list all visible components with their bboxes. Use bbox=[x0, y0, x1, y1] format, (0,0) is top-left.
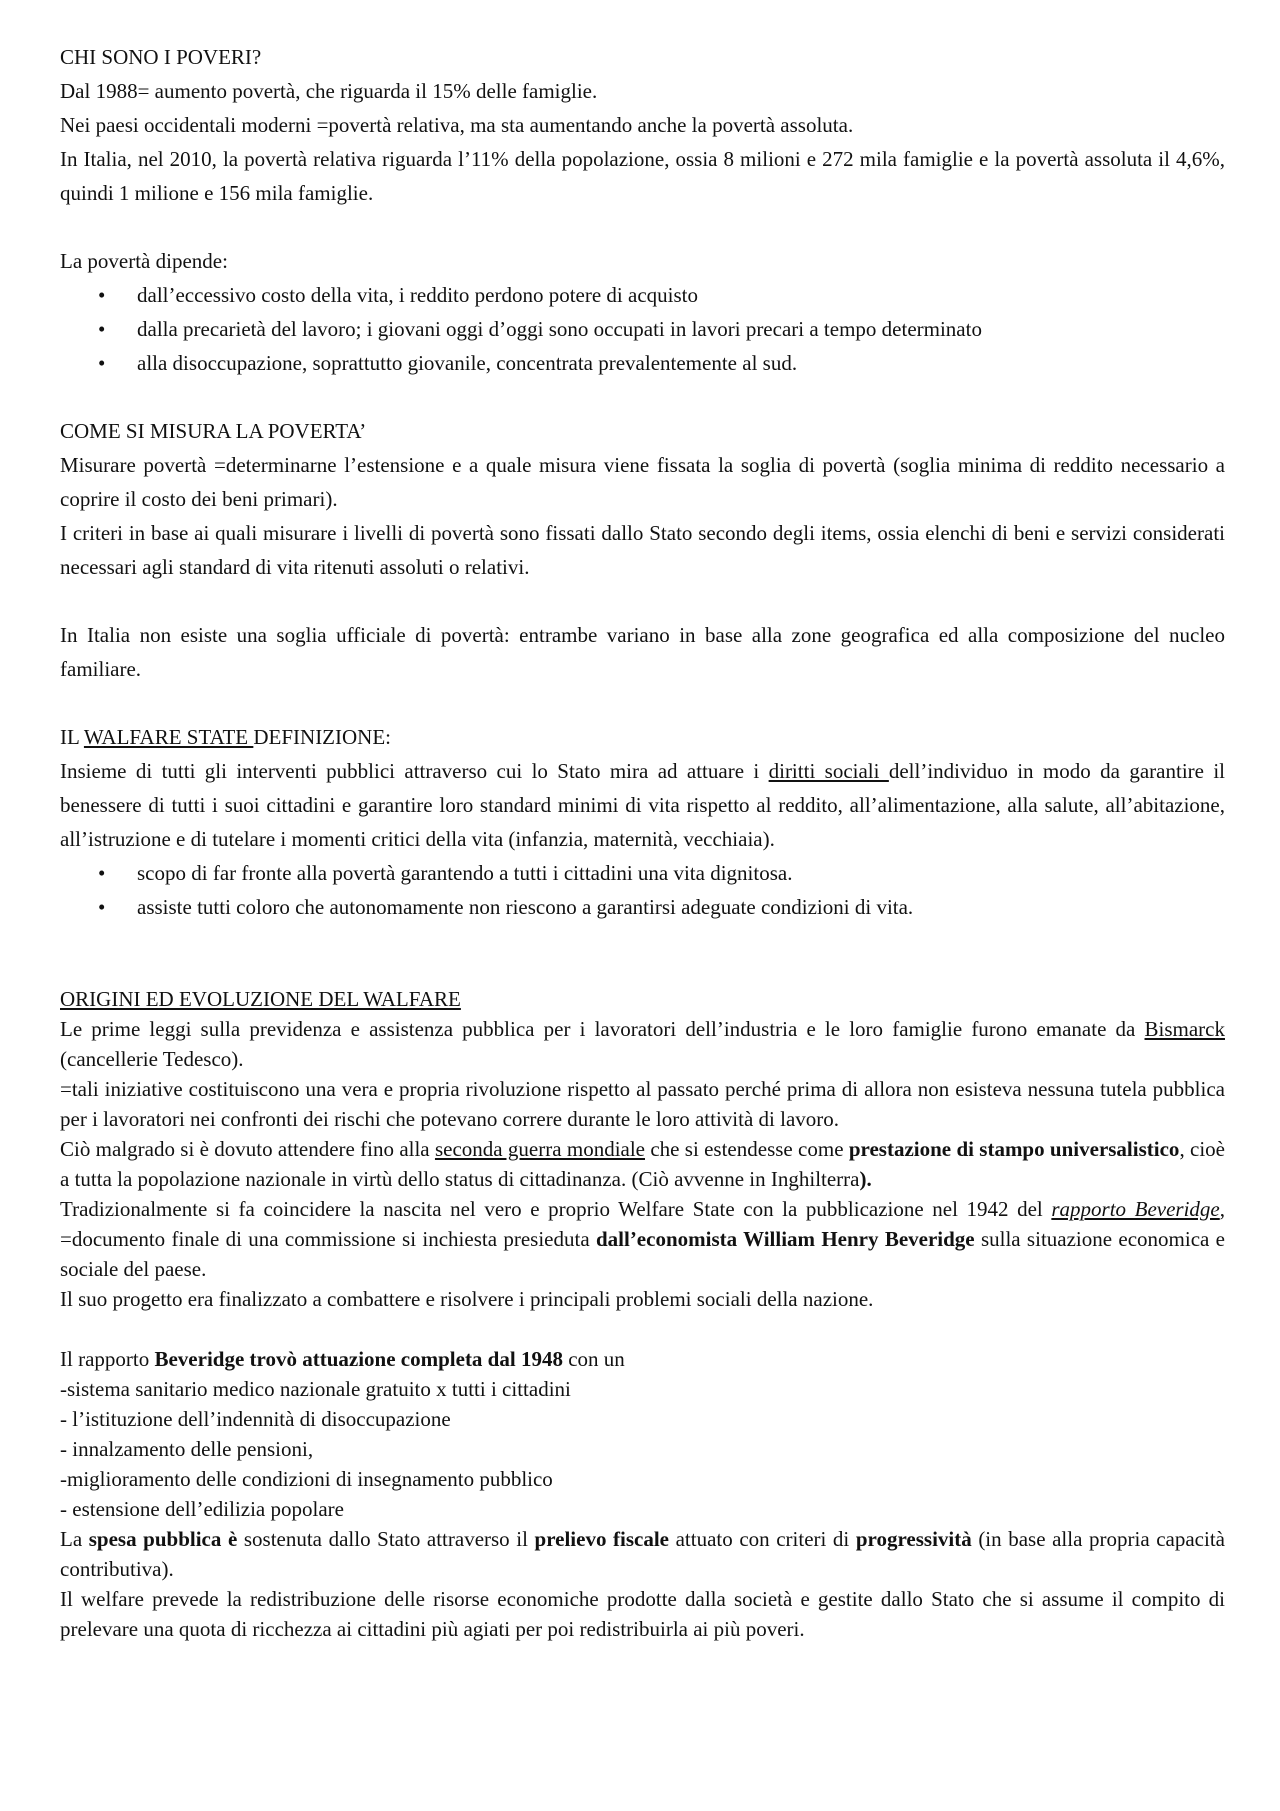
spacer bbox=[60, 380, 1225, 414]
text-line: La povertà dipende: bbox=[60, 249, 228, 273]
section-poveri bbox=[60, 40, 1225, 924]
spacer bbox=[60, 210, 1225, 244]
list-item: - estensione dell’edilizia popolare bbox=[60, 1497, 344, 1521]
spacer bbox=[60, 1314, 1225, 1344]
paragraph: Il suo progetto era finalizzato a combattere e risolvere i principali problemi sociali della nazione. bbox=[60, 1287, 874, 1311]
paragraph: =tali iniziative costituiscono una vera e propria rivoluzione rispetto al passato perché prima di allora non esisteva nessuna tutela pubblica per i lavoratori nei confronti dei rischi che potevano correre durante le loro attività di lavoro. bbox=[60, 1077, 1225, 1131]
spacer bbox=[60, 924, 1225, 984]
list-item: • assiste tutti coloro che autonomamente non riescono a garantirsi adeguate condizioni di vita. bbox=[60, 890, 1225, 924]
paragraph: Il welfare prevede la redistribuzione delle risorse economiche prodotte dalla società e gestite dallo Stato che si assume il compito di prelevare una quota di ricchezza ai cittadini più agiati per poi redistribuirla ai più poveri. bbox=[60, 1587, 1225, 1641]
paragraph: Tradizionalmente si fa coincidere la nascita nel vero e proprio Welfare State con la pubblicazione nel 1942 del rapporto Beveridge, =documento finale di una commissione si inchiesta presieduta dall’economista William Henry Beveridge sulla situazione economica e sociale del paese. bbox=[60, 1197, 1225, 1281]
bullet-list bbox=[60, 278, 1225, 380]
text-line: Nei paesi occidentali moderni =povertà relativa, ma sta aumentando anche la povertà assoluta. bbox=[60, 113, 854, 137]
heading-come-si-misura: COME SI MISURA LA POVERTA’ bbox=[60, 419, 367, 443]
paragraph: Le prime leggi sulla previdenza e assistenza pubblica per i lavoratori dell’industria e le loro famiglie furono emanate da Bismarck (cancellerie Tedesco). bbox=[60, 1017, 1225, 1071]
list-item: • scopo di far fronte alla povertà garantendo a tutti i cittadini una vita dignitosa. bbox=[60, 856, 1225, 890]
list-item: - innalzamento delle pensioni, bbox=[60, 1437, 314, 1461]
text-line: Il rapporto Beveridge trovò attuazione completa dal 1948 con un bbox=[60, 1347, 625, 1371]
list-item: - l’istituzione dell’indennità di disoccupazione bbox=[60, 1407, 451, 1431]
list-item: -sistema sanitario medico nazionale gratuito x tutti i cittadini bbox=[60, 1377, 571, 1401]
list-item: • alla disoccupazione, soprattutto giovanile, concentrata prevalentemente al sud. bbox=[60, 346, 1225, 380]
paragraph: Misurare povertà =determinarne l’estensione e a quale misura viene fissata la soglia di povertà (soglia minima di reddito necessario a coprire il costo dei beni primari). bbox=[60, 453, 1225, 511]
spacer bbox=[60, 686, 1225, 720]
heading-chi-sono-i-poveri: CHI SONO I POVERI? bbox=[60, 45, 262, 69]
paragraph: In Italia non esiste una soglia ufficiale di povertà: entrambe variano in base alla zone geografica ed alla composizione del nucleo familiare. bbox=[60, 623, 1225, 681]
section-origini bbox=[60, 984, 1225, 1644]
heading-walfare-state: IL WALFARE STATE DEFINIZIONE: bbox=[60, 725, 391, 749]
paragraph: Ciò malgrado si è dovuto attendere fino alla seconda guerra mondiale che si estendesse come prestazione di stampo universalistico, cioè a tutta la popolazione nazionale in virtù dello status di cittadinanza. (Ciò avvenne in Inghilterra). bbox=[60, 1137, 1225, 1191]
list-item: • dalla precarietà del lavoro; i giovani oggi d’oggi sono occupati in lavori precari a tempo determinato bbox=[60, 312, 1225, 346]
bullet-list bbox=[60, 856, 1225, 924]
text-line: Dal 1988= aumento povertà, che riguarda il 15% delle famiglie. bbox=[60, 79, 598, 103]
paragraph: La spesa pubblica è sostenuta dallo Stato attraverso il prelievo fiscale attuato con criteri di progressività (in base alla propria capacità contributiva). bbox=[60, 1527, 1225, 1581]
paragraph: I criteri in base ai quali misurare i livelli di povertà sono fissati dallo Stato secondo degli items, ossia elenchi di beni e servizi considerati necessari agli standard di vita ritenuti assoluti o relativi. bbox=[60, 521, 1225, 579]
paragraph: In Italia, nel 2010, la povertà relativa riguarda l’11% della popolazione, ossia 8 milioni e 272 mila famiglie e la povertà assoluta il 4,6%, quindi 1 milione e 156 mila famiglie. bbox=[60, 147, 1225, 205]
heading-origini-evoluzione: ORIGINI ED EVOLUZIONE DEL WALFARE bbox=[60, 987, 461, 1011]
spacer bbox=[60, 584, 1225, 618]
list-item: • dall’eccessivo costo della vita, i reddito perdono potere di acquisto bbox=[60, 278, 1225, 312]
list-item: -miglioramento delle condizioni di insegnamento pubblico bbox=[60, 1467, 553, 1491]
paragraph: Insieme di tutti gli interventi pubblici attraverso cui lo Stato mira ad attuare i diritti sociali dell’individuo in modo da garantire il benessere di tutti i suoi cittadini e garantire loro standard minimi di vita rispetto al reddito, all’alimentazione, alla salute, all’abitazione, all’istruzione e di tutelare i momenti critici della vita (infanzia, maternità, vecchiaia). bbox=[60, 759, 1226, 851]
document-page bbox=[60, 40, 1225, 1644]
